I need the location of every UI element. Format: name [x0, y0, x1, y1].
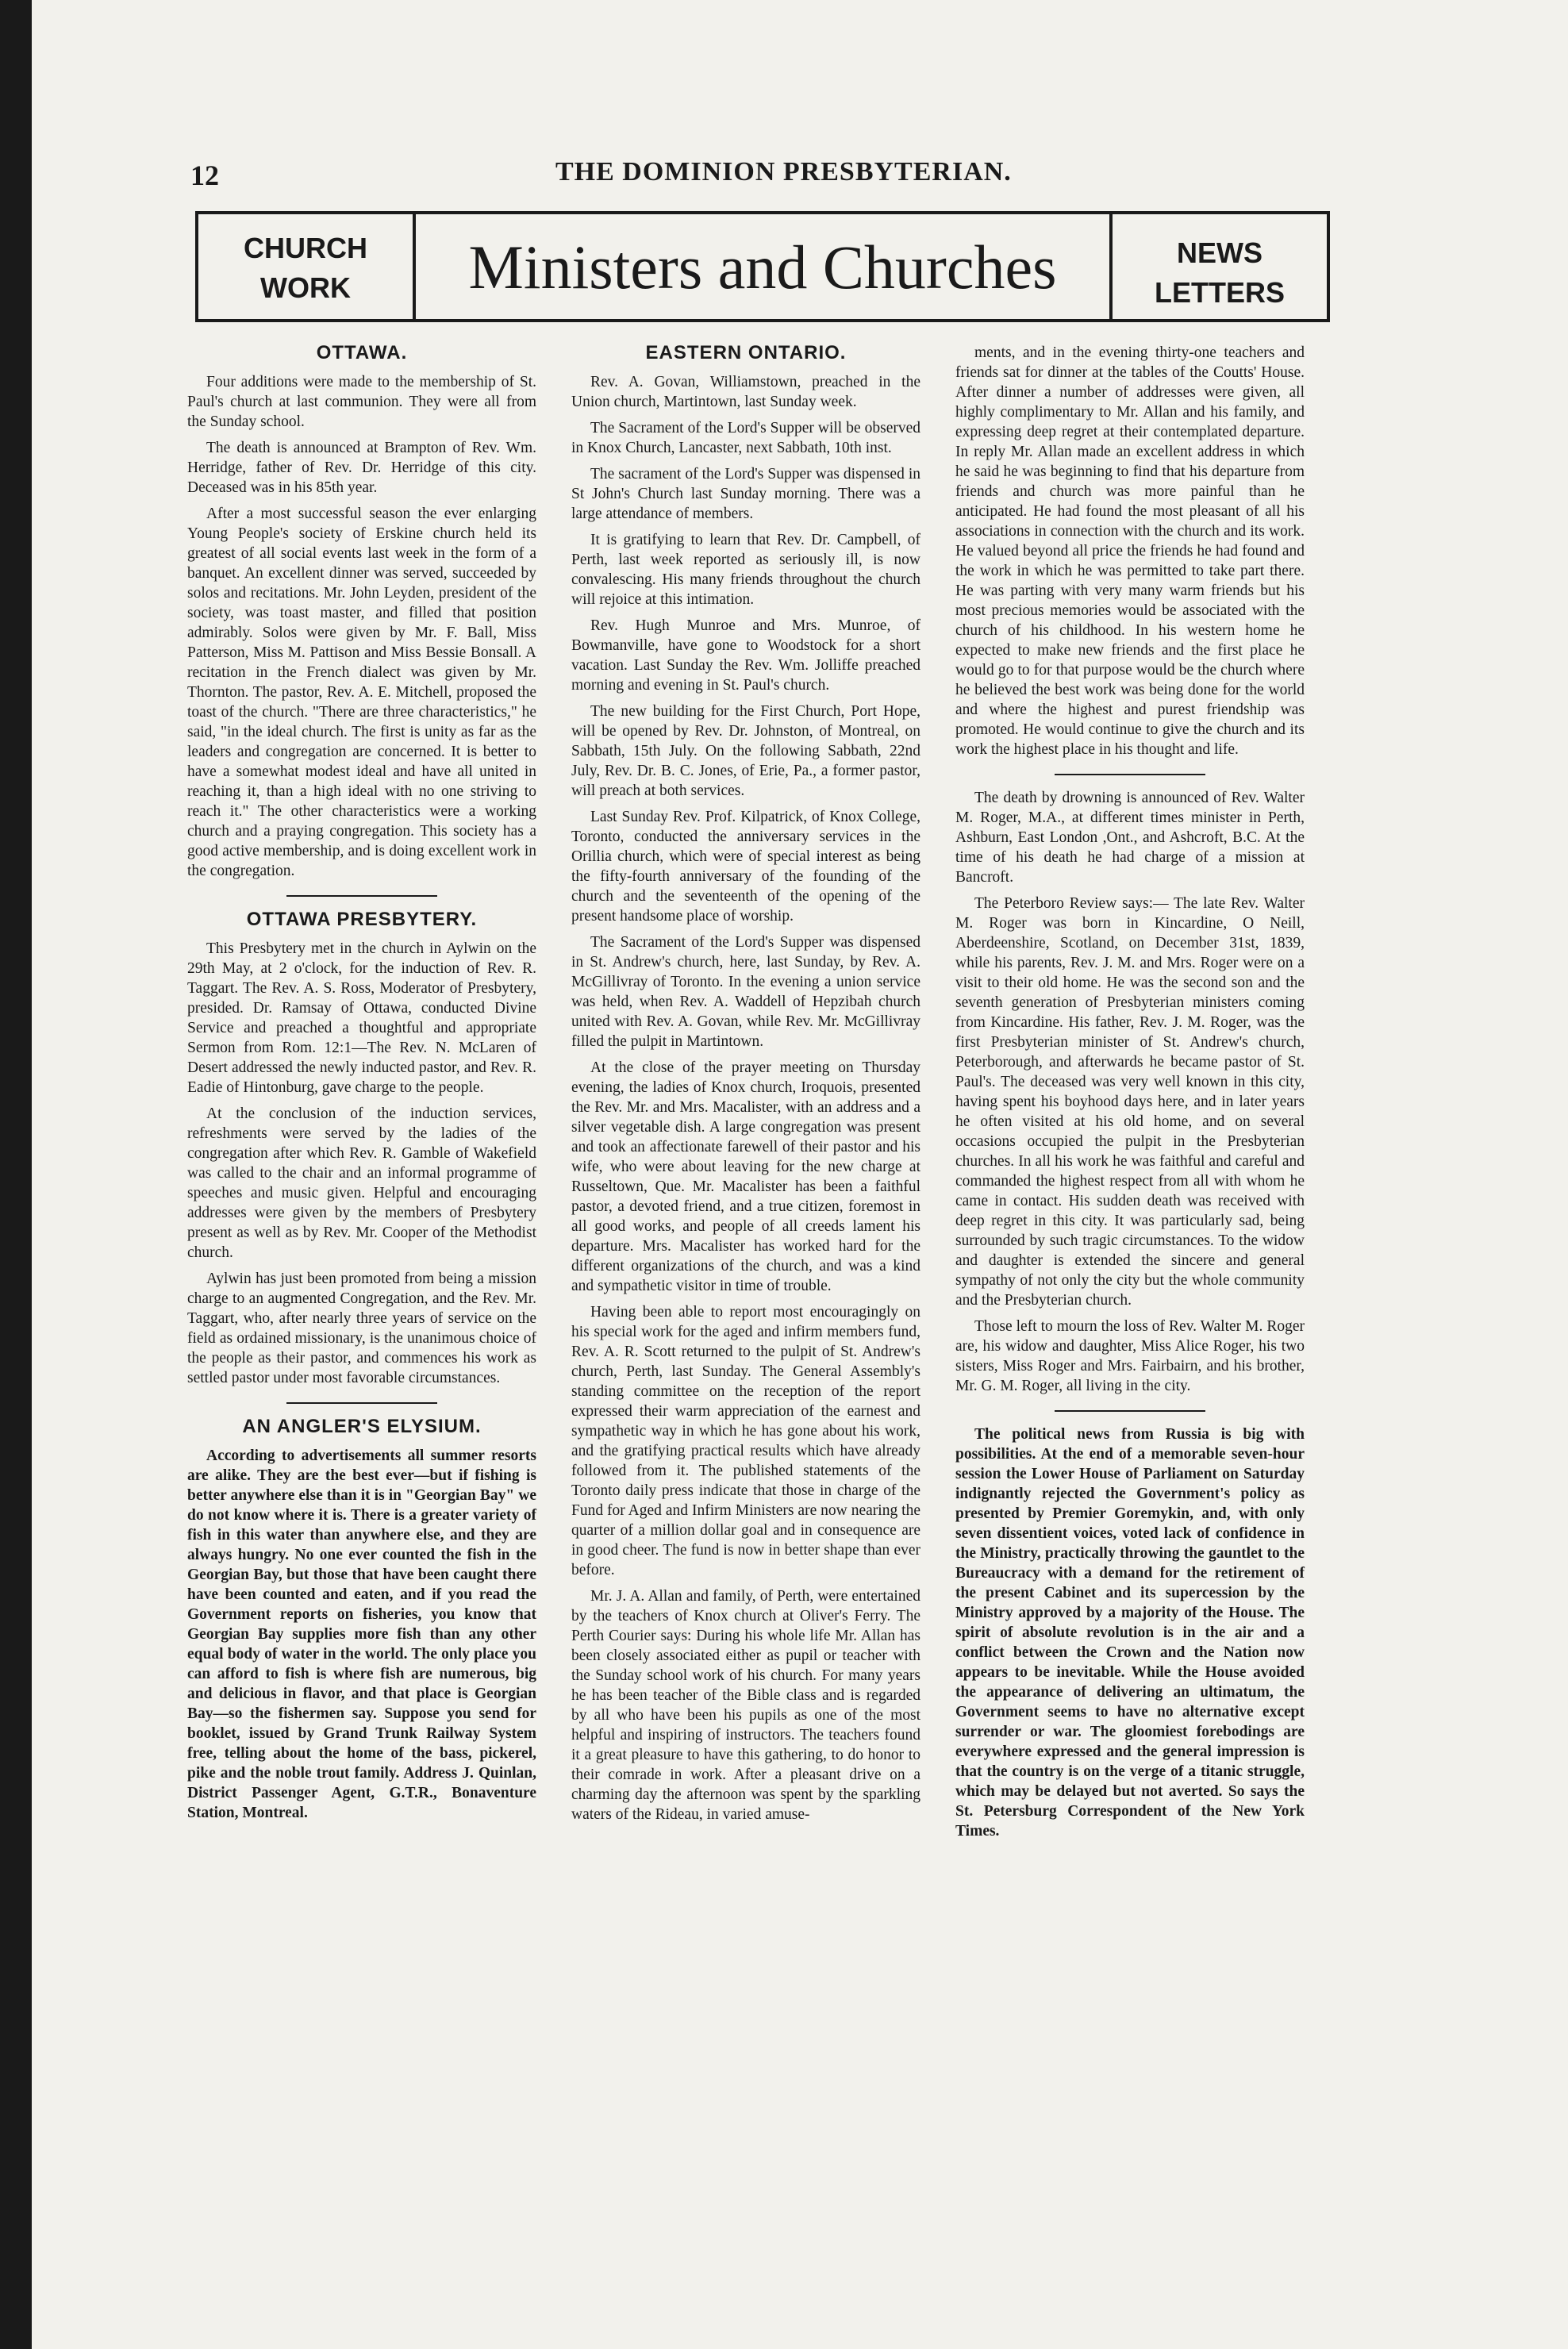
running-head: THE DOMINION PRESBYTERIAN. [555, 157, 1012, 186]
ottawa-heading: OTTAWA. [316, 342, 408, 363]
article-paragraph: Rev. Hugh Munroe and Mrs. Munroe, of Bowmanville, have gone to Woodstock for a short vacation. Last Sunday the Rev. Wm. Jolliffe preached morning and evening in St. Paul's church. [571, 617, 920, 694]
divider [1055, 774, 1205, 775]
article-paragraph: At the close of the prayer meeting on Thursday evening, the ladies of Knox church, Iroquois, presented the Rev. Mr. and Mrs. Macalister, with an address and a silver vegetable dish. A large congregation was present and took an affectionate farewell of their pastor and his wife, who were about leaving for the new charge at Russeltown, Que. Mr. Macalister has been a faithful pastor, a devoted friend, and a true citizen, foremost in all good works, and people of all creeds lament his departure. Mrs. Macalister has worked hard for the different organizations of the church, and was a kind and sympathetic visitor in time of trouble. [571, 1059, 920, 1294]
column-1 [187, 343, 536, 1829]
section-banner [195, 211, 1330, 322]
banner-title: Ministers and Churches [468, 233, 1057, 302]
article-paragraph: Having been able to report most encouragingly on his special work for the aged and infirm members fund, Rev. A. R. Scott returned to the pulpit of St. Andrew's church, Perth, last Sunday. The General Assembly's standing committee on the reception of the report expressed their warm appreciation of the earnest and sympathetic way in which he has gone about his work, and the gratifying practical results which have already followed from it. The published statements of the Toronto daily press indicate that those in charge of the Fund for Aged and Infirm Ministers are now nearing the quarter of a million dollar goal and in consequence are in good cheer. The fund is now in better shape than ever before. [571, 1304, 920, 1578]
russia-article [955, 1424, 1305, 1841]
article-paragraph: Mr. J. A. Allan and family, of Perth, were entertained by the teachers of Knox church at Oliver's Ferry. The Perth Courier says: During his whole life Mr. Allan has been closely associated either as pupil or teacher with the Sunday school work of his church. For many years he has been teacher of the Bible class and is regarded by all who have been his pupils as one of the most helpful and inspiring of instructors. The teachers found it a great pleasure to have this gathering, to do honor to their comrade in work. After a pleasant drive on a charming day the afternoon was spent by the sparkling waters of the Rideau, in varied amuse- [571, 1588, 920, 1823]
article-paragraph: The Peterboro Review says:— The late Rev. Walter M. Roger was born in Kincardine, O Neill, Aberdeenshire, Scotland, on December 31st, 1839, while his parents, Rev. J. M. and Mrs. Roger were on a visit to their old home. He was the second son and the seventh generation of Presbyterian ministers coming from Kincardine. His father, Rev. J. M. Roger, was the first Presbyterian minister of St. Andrew's church, Peterborough, and afterwards he became pastor of St. Paul's. The deceased was very well known in this city, having spent his boyhood days here, and in later years he often visited at his old home, and on several occasions occupied the pulpit in the Presbyterian churches. In all his work he was faithful and careful and commanded the highest respect from all with whom he came in contact. His sudden death was received with deep regret in this city. It was particularly sad, being surrounded by such tragic circumstances. To the widow and daughter is extended the sincere and general sympathy of not only the city but the whole community and the Presbyterian church. [955, 895, 1305, 1309]
article-paragraph: This Presbytery met in the church in Aylwin on the 29th May, at 2 o'clock, for the induction of Rev. R. Taggart. The Rev. A. S. Ross, Moderator of Presbytery, presided. Dr. Ramsay of Ottawa, conducted Divine Service and preached a thoughtful and appropriate Sermon from Rom. 12:1—The Rev. N. McLaren of Desert addressed the newly inducted pastor, and Rev. R. Eadie of Hintonburg, gave charge to the people. [187, 940, 536, 1096]
anglers-heading: AN ANGLER'S ELYSIUM. [242, 1416, 482, 1437]
column-2 [571, 343, 920, 1831]
scan-edge [0, 0, 32, 2349]
article-paragraph: ments, and in the evening thirty-one teachers and friends sat for dinner at the tables of the Coutts' House. After dinner a number of addresses were given, all highly complimentary to Mr. Allan and his family, and expressing deep regret at their contemplated departure. In reply Mr. Allan made an excellent address in which he said he was beginning to find that his departure from friends and church was more painful than he anticipated. He had found the most pleasant of all his associations in connection with the church and its work. He valued beyond all price the friends he had found and the work in which he was permitted to take part there. He was parting with very many warm friends but his most precious memories would be associated with the church of his childhood. In his western home he expected to make new friends and the first place he would go to for that purpose would be the church where he believed the best work was being done for the world and where the highest and purest friendship was promoted. He would continue to give the church and its work the highest place in his thought and life. [955, 344, 1305, 758]
article-paragraph: The death by drowning is announced of Rev. Walter M. Roger, M.A., at different times minister in Perth, Ashburn, East London ,Ont., and Ashcroft, B.C. At the time of his death he had charge of a mission at Bancroft. [955, 790, 1305, 886]
article-paragraph: According to advertisements all summer resorts are alike. They are the best ever—but if fishing is better anywhere else than it is in "Georgian Bay" we do not know where it is. There is a greater variety of fish in this water than anywhere else, and they are always hungry. No one ever counted the fish in the Georgian Bay, but those that have been caught there have been counted and eaten, and if you read the Government reports on fisheries, you know that Georgian Bay supplies more fish than any other equal body of water in the world. The only place you can afford to fish is where fish are numerous, big and delicious in flavor, and that place is Georgian Bay—so the fishermen say. Suppose you send for booklet, issued by Grand Trunk Railway System free, telling about the home of the bass, pickerel, pike and the noble trout family. Address J. Quinlan, District Passenger Agent, G.T.R., Bonaventure Station, Montreal. [187, 1447, 536, 1821]
article-paragraph: The sacrament of the Lord's Supper was dispensed in St John's Church last Sunday morning. There was a large attendance of members. [571, 466, 920, 522]
column-3 [955, 343, 1305, 1847]
anglers-article [187, 1446, 536, 1823]
article-paragraph: The Sacrament of the Lord's Supper will be observed in Knox Church, Lancaster, next Sabbath, 10th inst. [571, 420, 920, 456]
article-paragraph: After a most successful season the ever enlarging Young People's society of Erskine church held its greatest of all social events last week in the form of a banquet. An excellent dinner was served, succeeded by solos and recitations. Mr. John Leyden, president of the society, was toast master, and filled that position admirably. Solos were given by Mr. F. Ball, Miss Patterson, Miss M. Pattison and Miss Bessie Bonsall. A recitation in the French dialect was given by Mr. Thornton. The pastor, Rev. A. E. Mitchell, proposed the toast of the church. "There are three characteristics," he said, "in the ideal church. The first is unity as far as the leaders and congregation are concerned. It is better to have a somewhat modest ideal and have all united in reaching it, than a high ideal with no one striving to reach it." The other characteristics were a working church and a praying congregation. This society has a good active membership, and is doing excellent work in the congregation. [187, 506, 536, 879]
ottawa-presbytery-heading: OTTAWA PRESBYTERY. [246, 909, 478, 930]
article-paragraph: The Sacrament of the Lord's Supper was dispensed in St. Andrew's church, here, last Sunday, by Rev. A. McGillivray of Toronto. In the evening a union service was held, when Rev. A. Waddell of Hepzibah church united with Rev. A. Govan, while Rev. Mr. McGillivray filled the pulpit in Martintown. [571, 934, 920, 1050]
banner-right-box [1109, 214, 1327, 319]
article-paragraph: At the conclusion of the induction services, refreshments were served by the ladies of the congregation after which Rev. R. Gamble of Wakefield was called to the chair and an informal programme of speeches and music given. Helpful and encouraging addresses were given by the members of Presbytery present as well as by Rev. Mr. Cooper of the Methodist church. [187, 1105, 536, 1261]
banner-right-line2: LETTERS [1154, 276, 1285, 309]
divider [286, 1402, 437, 1404]
article-paragraph: Rev. A. Govan, Williamstown, preached in the Union church, Martintown, last Sunday week. [571, 374, 920, 410]
article-paragraph: The death is announced at Brampton of Rev. Wm. Herridge, father of Rev. Dr. Herridge of this city. Deceased was in his 85th year. [187, 440, 536, 496]
banner-left-box [198, 214, 416, 319]
article-paragraph: Last Sunday Rev. Prof. Kilpatrick, of Knox College, Toronto, conducted the anniversary services in the Orillia church, which were of special interest as being the fifty-fourth anniversary of the founding of the church and the seventeenth of the opening of the present handsome place of worship. [571, 809, 920, 925]
article-paragraph: It is gratifying to learn that Rev. Dr. Campbell, of Perth, last week reported as seriously ill, is now convalescing. His many friends throughout the church will rejoice at this intimation. [571, 532, 920, 608]
banner-left-line1: CHURCH [244, 232, 367, 264]
banner-right-line1: NEWS [1177, 236, 1262, 269]
article-paragraph: Those left to mourn the loss of Rev. Walter M. Roger are, his widow and daughter, Miss Alice Roger, his two sisters, Miss Roger and Mrs. Fairbairn, and his brother, Mr. G. M. Roger, all living in the city. [955, 1318, 1305, 1394]
divider [1055, 1410, 1205, 1412]
article-paragraph: The new building for the First Church, Port Hope, will be opened by Rev. Dr. Johnston, of Montreal, on Sabbath, 15th July. On the following Sabbath, 22nd July, Rev. Dr. B. C. Jones, of Erie, Pa., a former pastor, will preach at both services. [571, 703, 920, 799]
article-paragraph: Aylwin has just been promoted from being a mission charge to an augmented Congregation, and the Rev. Mr. Taggart, who, after nearly three years of service on the field as ordained missionary, is the unanimous choice of the people as their pastor, and commences his work as settled pastor under most favorable circumstances. [187, 1271, 536, 1386]
banner-left-line2: WORK [260, 271, 351, 304]
divider [286, 895, 437, 897]
page-number: 12 [190, 160, 219, 191]
eastern-ontario-heading: EASTERN ONTARIO. [645, 342, 847, 363]
article-paragraph: Four additions were made to the membership of St. Paul's church at last communion. They were all from the Sunday school. [187, 374, 536, 430]
article-paragraph: The political news from Russia is big with possibilities. At the end of a memorable seven-hour session the Lower House of Parliament on Saturday indignantly rejected the Government's policy as presented by Premier Goremykin, and, with only seven dissentient voices, voted lack of confidence in the Ministry, practically throwing the gauntlet to the Bureaucracy with a demand for the retirement of the present Cabinet and its supercession by the Ministry approved by a majority of the House. The spirit of absolute revolution is in the air and a conflict between the Crown and the Nation now appears to be inevitable. While the House avoided the appearance of delivering an ultimatum, the Government seems to have no alternative except surrender or war. The gloomiest forebodings are everywhere expressed and the general impression is that the country is on the verge of a titanic struggle, which may be delayed but not averted. So says the St. Petersburg Correspondent of the New York Times. [955, 1426, 1305, 1840]
